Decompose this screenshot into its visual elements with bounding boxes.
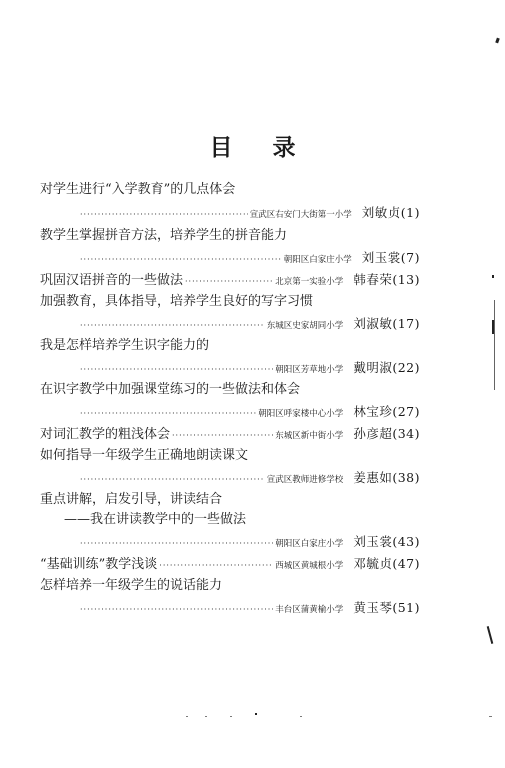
scan-speck: [230, 716, 232, 717]
toc-entry-school: 宣武区右安门大街第一小学: [249, 210, 352, 220]
toc-entry-title: “基础训练”教学浅谈: [40, 557, 158, 572]
toc-entry-school: 宣武区教师进修学校: [266, 475, 344, 485]
toc-entry-school: 朝阳区呼家楼中心小学: [258, 409, 344, 419]
dot-leader: [80, 404, 256, 424]
toc-entry-author: 黄玉琴: [353, 600, 393, 615]
toc-entry-school: 北京第一实验小学: [275, 277, 344, 287]
toc-entry-page: (38): [392, 470, 420, 485]
scan-speck: [495, 38, 500, 44]
scan-speck: [489, 716, 492, 717]
toc-entry-title: 对学生进行“入学教育”的几点体会: [40, 182, 236, 197]
toc-entry-page: (43): [392, 534, 420, 549]
toc-entry-credit-row: [78, 468, 420, 488]
edge-mark: [487, 626, 494, 644]
toc-entry-author: 邓毓贞: [353, 556, 393, 571]
toc-entry-school: 朝阳区白家庄小学: [275, 539, 344, 549]
toc-entry-school: 东城区新中街小学: [275, 431, 344, 441]
toc-entry-school: 丰台区蒲黄榆小学: [275, 605, 344, 615]
dot-leader: [80, 205, 248, 225]
toc-entry-author: 韩春荣: [353, 272, 393, 287]
toc-entry-author: 刘玉裳: [353, 534, 393, 549]
toc-entry-author: 刘淑敏: [353, 316, 393, 331]
toc-entry-title: 加强教育，具体指导，培养学生良好的写字习惯: [40, 294, 314, 309]
toc-entry-title: 对词汇教学的粗浅体会: [40, 427, 171, 442]
dot-leader: [185, 272, 273, 292]
scan-speck: [255, 713, 257, 715]
edge-mark: [494, 300, 495, 390]
dot-leader: [159, 556, 273, 576]
toc-entry-title: 我是怎样培养学生识字能力的: [40, 338, 210, 353]
toc-entry-credit-row: [78, 358, 420, 378]
toc-entry-author: 戴明淑: [353, 360, 393, 375]
toc-entry-page: (1): [400, 205, 420, 220]
toc-entry-page: (51): [392, 600, 420, 615]
toc-entry-credit-row: [78, 203, 420, 223]
scan-speck: [186, 716, 188, 717]
toc-entry-school: 西城区黄城根小学: [275, 561, 344, 571]
toc-title: 目录: [209, 135, 336, 161]
scan-speck: [205, 716, 207, 717]
toc-entry-row: [40, 424, 420, 444]
toc-entry-page: (13): [392, 272, 420, 287]
toc-entry-author: 林宝珍: [353, 404, 393, 419]
toc-entry-title: 教学生掌握拼音方法，培养学生的拼音能力: [40, 228, 288, 243]
toc-entry-title: 巩固汉语拼音的一些做法: [40, 273, 184, 288]
toc-entry-page: (17): [392, 316, 420, 331]
dot-leader: [80, 600, 273, 620]
scan-speck: [300, 716, 302, 717]
toc-entry-author: 姜惠如: [353, 470, 393, 485]
toc-entry-author: 刘敏贞: [361, 205, 401, 220]
toc-entry-school: 东城区史家胡同小学: [266, 321, 344, 331]
dot-leader: [80, 316, 265, 336]
scan-speck: [492, 275, 494, 278]
toc-entry-credit-row: [78, 598, 420, 618]
toc-entry-subtitle: ——我在讲读教学中的一些做法: [64, 512, 247, 527]
dot-leader: [80, 250, 282, 270]
toc-entry-row: [40, 554, 420, 574]
dot-leader: [80, 534, 273, 554]
toc-entry-page: (22): [392, 360, 420, 375]
toc-entry-school: 朝阳区芳草地小学: [275, 365, 344, 375]
toc-entry-title: 在识字教学中加强课堂练习的一些做法和体会: [40, 382, 301, 397]
toc-entry-credit-row: [78, 248, 420, 268]
toc-entry-title: 如何指导一年级学生正确地朗读课文: [40, 448, 249, 463]
toc-entry-page: (47): [392, 556, 420, 571]
toc-entry-page: (34): [392, 426, 420, 441]
toc-entry-author: 孙彦超: [353, 426, 393, 441]
toc-entry-credit-row: [78, 314, 420, 334]
toc-entry-title: 怎样培养一年级学生的说话能力: [40, 578, 223, 593]
toc-entry-credit-row: [78, 532, 420, 552]
toc-entry-title: 重点讲解，启发引导，讲读结合: [40, 492, 223, 507]
dot-leader: [80, 470, 265, 490]
toc-entry-school: 朝阳区白家庄小学: [283, 255, 352, 265]
dot-leader: [80, 360, 273, 380]
dot-leader: [172, 426, 273, 446]
edge-mark: [492, 320, 494, 334]
toc-entry-page: (27): [392, 404, 420, 419]
toc-entry-author: 刘玉裳: [361, 250, 401, 265]
toc-entry-page: (7): [400, 250, 420, 265]
toc-entry-credit-row: [78, 402, 420, 422]
toc-entry-row: [40, 270, 420, 290]
